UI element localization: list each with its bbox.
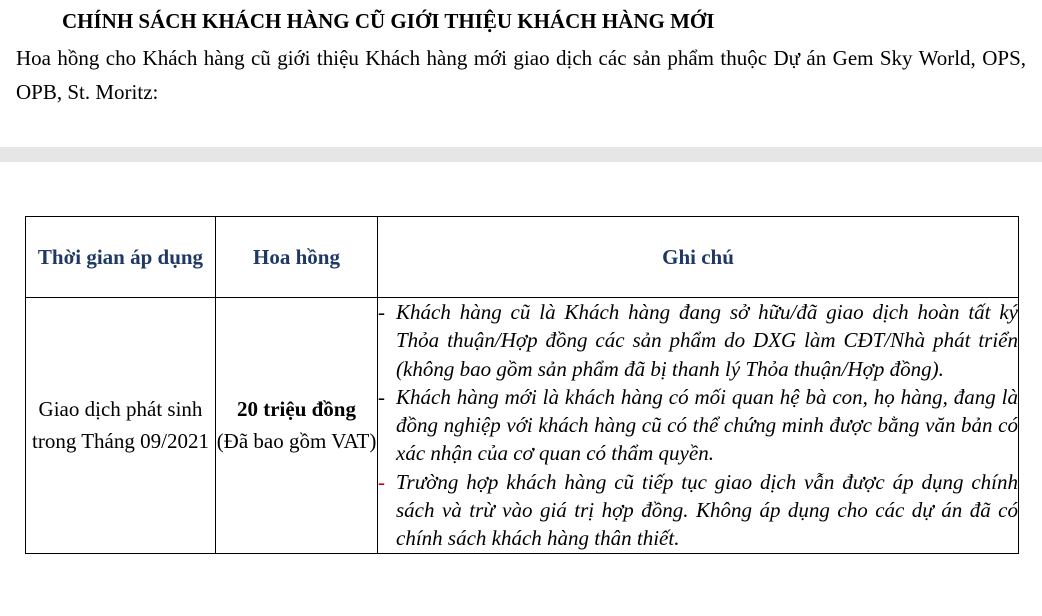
note-item	[378, 298, 1018, 383]
commission-amount: 20 triệu đồng	[236, 397, 356, 422]
note-item	[378, 383, 1018, 468]
header-commission: Hoa hồng	[216, 217, 378, 298]
note-text: Khách hàng mới là khách hàng có mối quan hệ bà con, họ hàng, đang là đồng nghiệp với khách hàng cũ có thể chứng minh được bằng văn bản có xác nhận của cơ quan có thẩm quyền.	[396, 384, 1018, 466]
page-title: CHÍNH SÁCH KHÁCH HÀNG CŨ GIỚI THIỆU KHÁCH HÀNG MỚI	[62, 9, 715, 33]
note-text: Khách hàng cũ là Khách hàng đang sở hữu/đã giao dịch hoàn tất ký Thỏa thuận/Hợp đồng các sản phẩm do DXG làm CĐT/Nhà phát triển (không bao gồm sản phẩm đã bị thanh lý Thỏa thuận/Hợp đồng).	[396, 300, 1018, 381]
policy-table	[25, 216, 1019, 554]
note-item	[378, 468, 1018, 553]
notes-list	[378, 298, 1018, 553]
table-header-row	[26, 217, 1019, 298]
intro-paragraph: Hoa hồng cho Khách hàng cũ giới thiệu Khách hàng mới giao dịch các sản phẩm thuộc Dự án Gem Sky World, OPS, OPB, St. Moritz:	[16, 46, 1026, 104]
table-row	[26, 298, 1019, 554]
notes-cell	[378, 298, 1019, 554]
note-dash: -	[378, 384, 385, 409]
header-notes: Ghi chú	[378, 217, 1019, 298]
period-cell: Giao dịch phát sinh trong Tháng 09/2021	[26, 298, 216, 554]
note-dash: -	[378, 300, 385, 324]
commission-note: (Đã bao gồm VAT)	[216, 429, 377, 454]
note-dash: -	[378, 469, 385, 494]
note-text: Trường hợp khách hàng cũ tiếp tục giao dịch vẫn được áp dụng chính sách và trừ vào giá trị hợp đồng. Không áp dụng cho các dự án đã có chính sách khách hàng thân thiết.	[396, 469, 1018, 551]
header-period: Thời gian áp dụng	[26, 217, 216, 298]
commission-cell	[216, 298, 378, 554]
section-divider	[0, 147, 1042, 162]
